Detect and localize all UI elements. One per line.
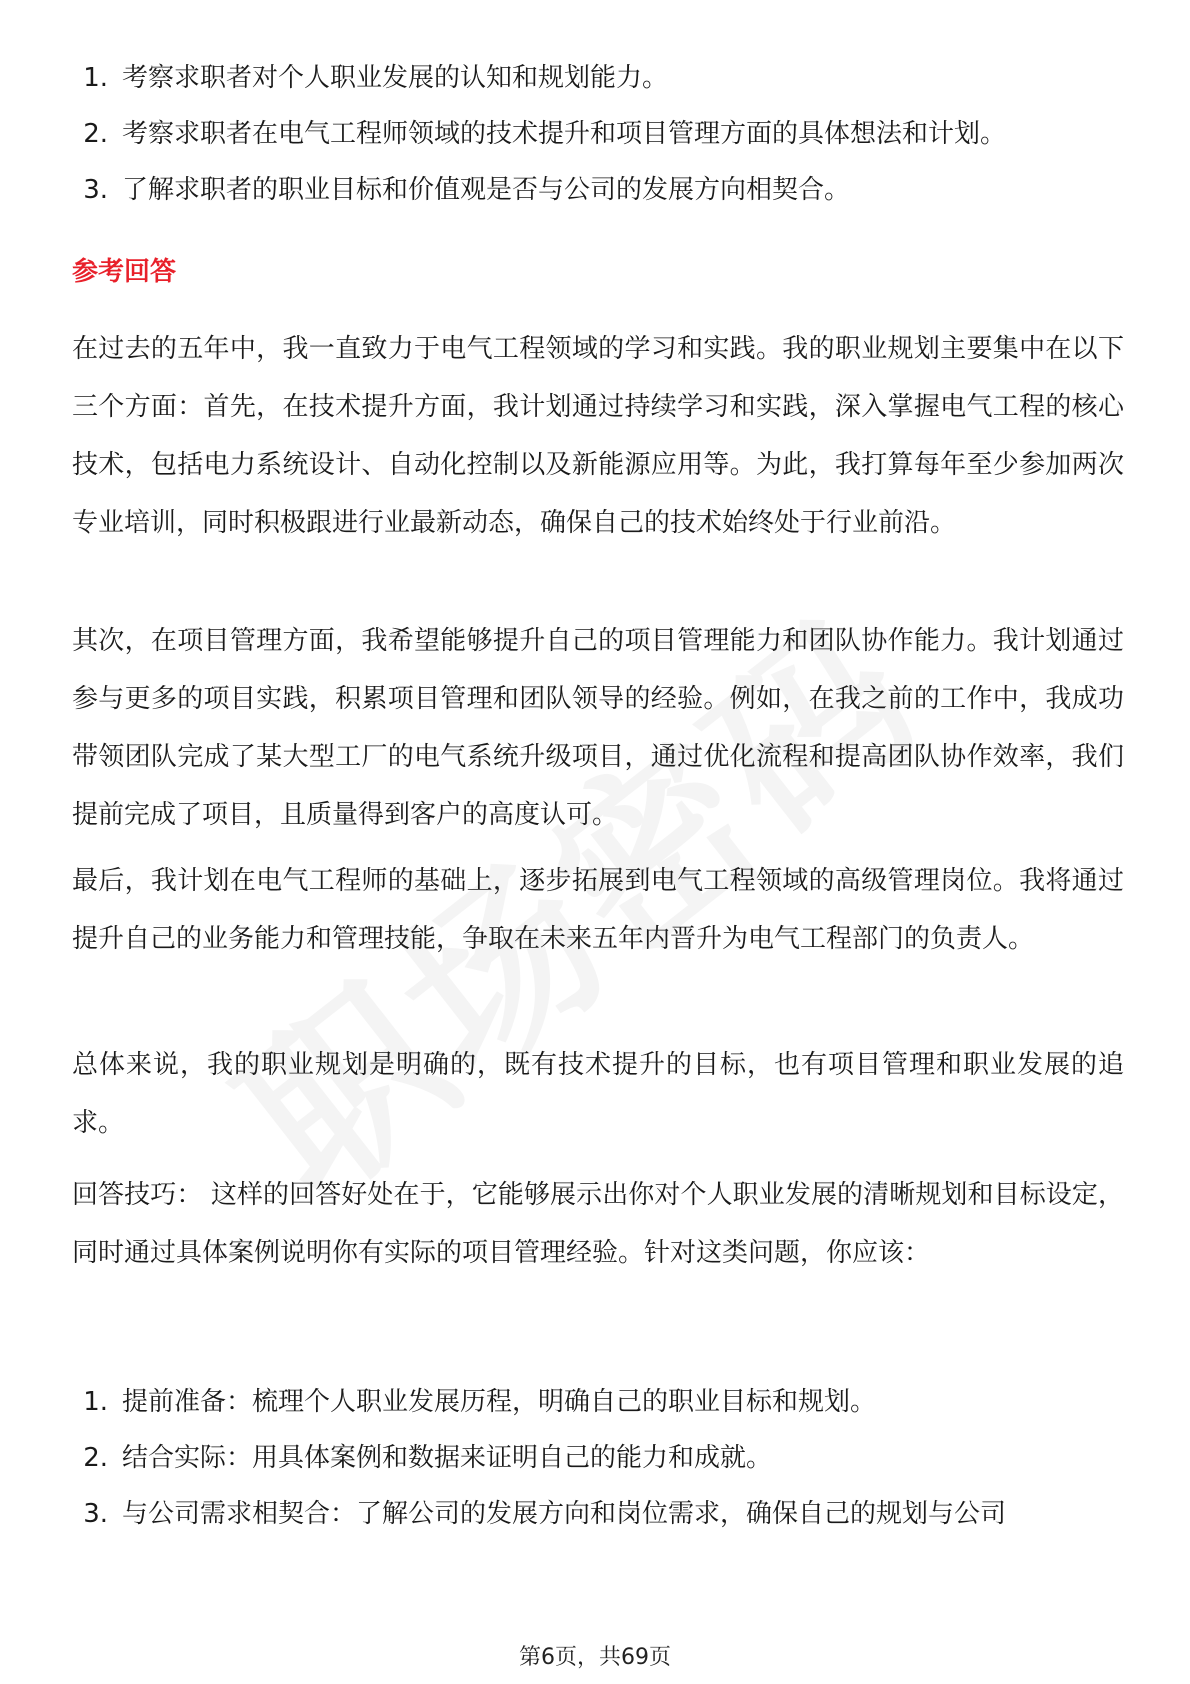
list-item-text: 与公司需求相契合：了解公司的发展方向和岗位需求，确保自己的规划与公司	[122, 1499, 1007, 1529]
paragraph-1: 在过去的五年中，我一直致力于电气工程领域的学习和实践。我的职业规划主要集中在以下三个方面：首先，在技术提升方面，我计划通过持续学习和实践，深入掌握电气工程的核心技术，包括电力系统设计、自动化控制以及新能源应用等。为此，我打算每年至少参加两次专业培训，同时积极跟进行业最新动态，确保自己的技术始终处于行业前沿。	[72, 334, 1124, 538]
top-numbered-list	[72, 50, 1132, 218]
list-item-text: 考察求职者在电气工程师领域的技术提升和项目管理方面的具体想法和计划。	[122, 119, 1007, 149]
list-item-text: 结合实际：用具体案例和数据来证明自己的能力和成就。	[122, 1443, 773, 1473]
paragraph-2: 其次，在项目管理方面，我希望能够提升自己的项目管理能力和团队协作能力。我计划通过参与更多的项目实践，积累项目管理和团队领导的经验。例如，在我之前的工作中，我成功带领团队完成了某大型工厂的电气系统升级项目，通过优化流程和提高团队协作效率，我们提前完成了项目，且质量得到客户的高度认可。	[72, 626, 1124, 830]
list-item-text: 考察求职者对个人职业发展的认知和规划能力。	[122, 63, 669, 93]
list-number: 2.	[83, 1443, 108, 1473]
list-item	[72, 106, 1132, 162]
page-footer: 第6页，共69页	[519, 1645, 671, 1670]
bottom-numbered-list	[72, 1374, 1132, 1542]
list-number: 2.	[83, 119, 108, 149]
list-number: 3.	[83, 175, 108, 205]
list-item	[72, 1486, 1132, 1542]
paragraph-4: 总体来说，我的职业规划是明确的，既有技术提升的目标，也有项目管理和职业发展的追求。	[72, 1050, 1124, 1138]
list-number: 1.	[83, 1387, 108, 1417]
list-number: 3.	[83, 1499, 108, 1529]
paragraph-3: 最后，我计划在电气工程师的基础上，逐步拓展到电气工程领域的高级管理岗位。我将通过提升自己的业务能力和管理技能，争取在未来五年内晋升为电气工程部门的负责人。	[72, 866, 1124, 954]
answer-heading: 参考回答	[72, 257, 177, 287]
list-item	[72, 162, 1132, 218]
list-number: 1.	[83, 63, 108, 93]
list-item	[72, 50, 1132, 106]
list-item-text: 提前准备：梳理个人职业发展历程，明确自己的职业目标和规划。	[122, 1387, 877, 1417]
list-item	[72, 1374, 1132, 1430]
list-item	[72, 1430, 1132, 1486]
paragraph-tips: 回答技巧： 这样的回答好处在于，它能够展示出你对个人职业发展的清晰规划和目标设定，同时通过具体案例说明你有实际的项目管理经验。针对这类问题，你应该：	[72, 1180, 1124, 1268]
list-item-text: 了解求职者的职业目标和价值观是否与公司的发展方向相契合。	[122, 175, 851, 205]
